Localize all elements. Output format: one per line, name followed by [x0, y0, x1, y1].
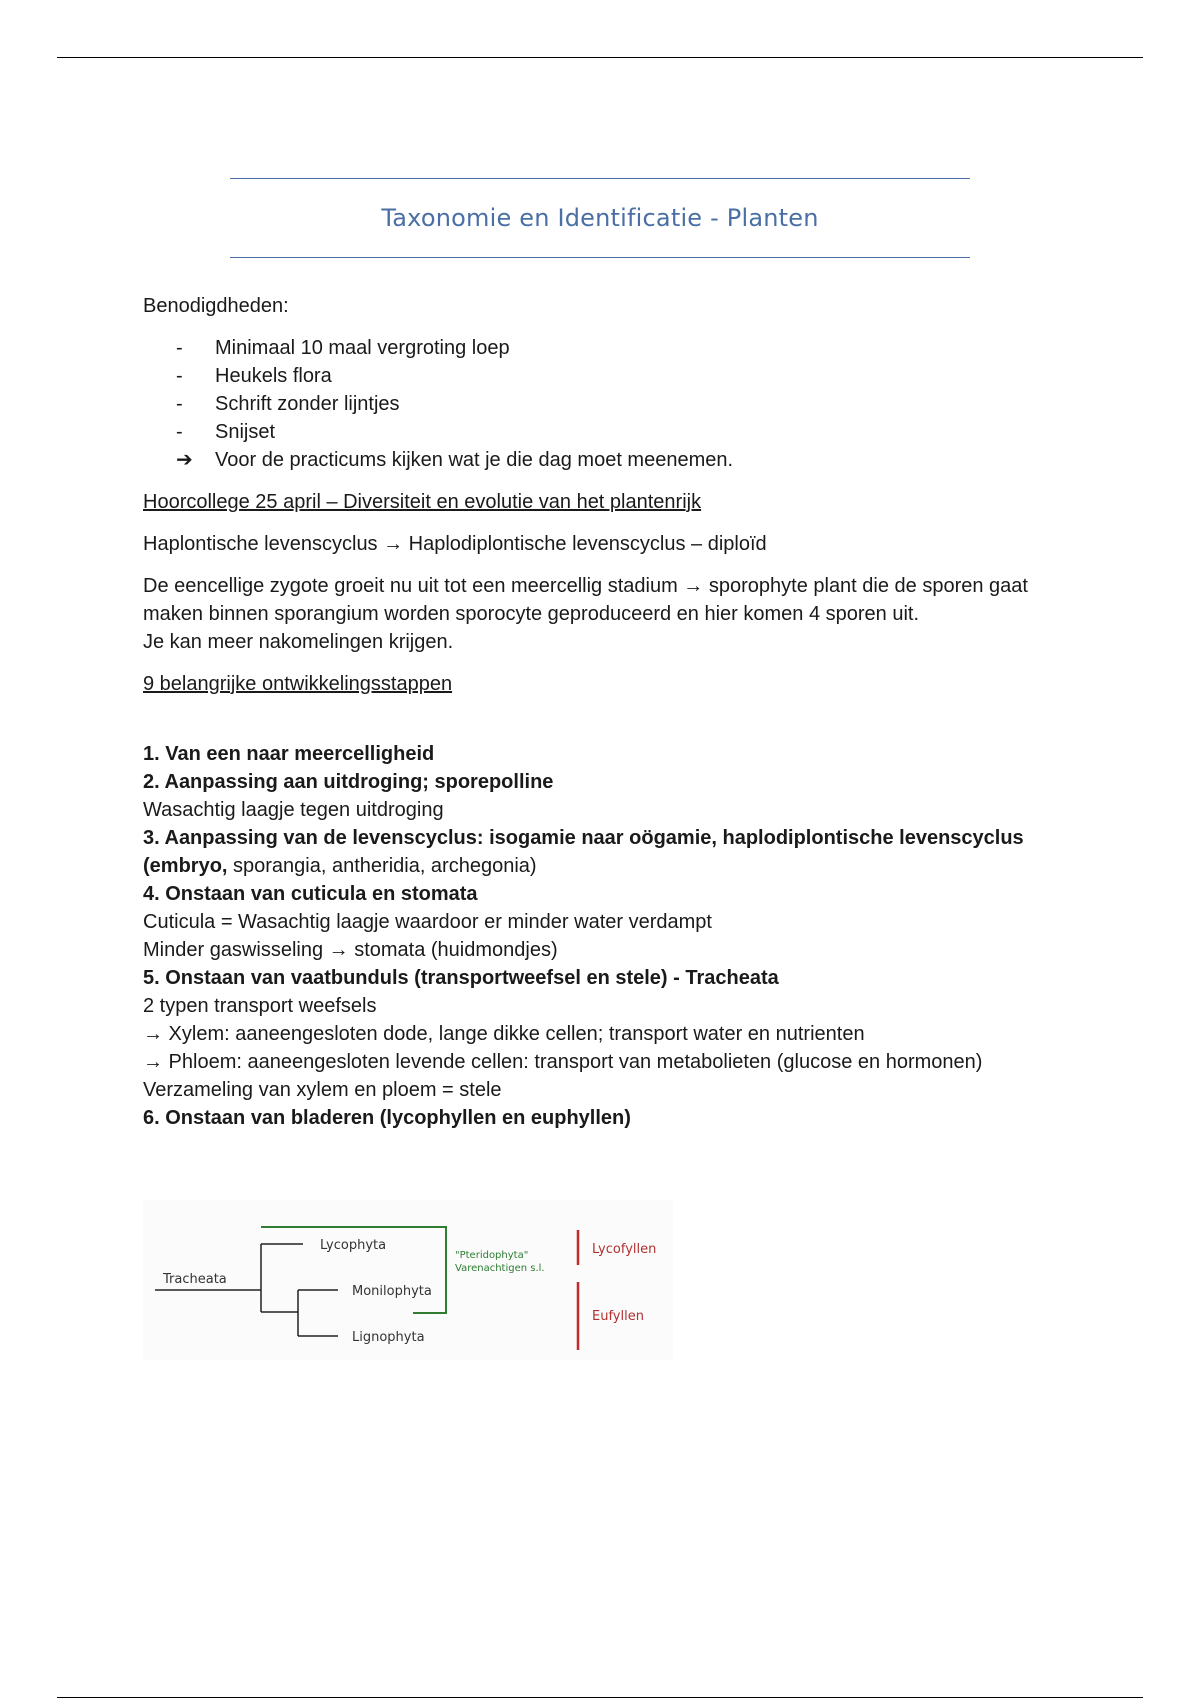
list-item: - Snijset: [143, 418, 1043, 446]
label-lycofyllen: Lycofyllen: [592, 1242, 657, 1257]
step-6: 6. Onstaan van bladeren (lycophyllen en euphyllen): [143, 1107, 631, 1129]
supplies-list: [143, 334, 1043, 474]
step-2: 2. Aanpassing aan uitdroging; sporepolline: [143, 771, 554, 793]
bullet-dash-icon: -: [176, 421, 183, 443]
supplies-heading: Benodigdheden:: [143, 295, 289, 317]
list-item: - Minimaal 10 maal vergroting loep: [143, 334, 1043, 362]
step-5-note-3: → Phloem: aaneengesloten levende cellen: transport van metabolieten (glucose en hormonen): [143, 1051, 983, 1073]
step-4-note-2: Minder gaswisseling → stomata (huidmondjes): [143, 939, 558, 961]
document-body: [143, 292, 1043, 1132]
step-5-note-2: → Xylem: aaneengesloten dode, lange dikke cellen; transport water en nutrienten: [143, 1023, 865, 1045]
lecture-heading: Hoorcollege 25 april – Diversiteit en evolutie van het plantenrijk: [143, 491, 702, 513]
step-1: 1. Van een naar meercelligheid: [143, 743, 435, 765]
label-lignophyta: Lignophyta: [352, 1330, 425, 1345]
label-varenachtigen: Varenachtigen s.l.: [455, 1263, 545, 1274]
page-bottom-rule: [57, 1697, 1143, 1698]
phylogeny-diagram: [143, 1200, 673, 1360]
page-top-rule: [57, 57, 1143, 58]
title-block: [230, 178, 970, 258]
zygote-paragraph: De eencellige zygote groeit nu uit tot een meercellig stadium → sporophyte plant die de sporen gaat maken binnen sporangium worden sporocyte geproduceerd en hier komen 4 sporen uit.: [143, 575, 1028, 625]
step-3: [143, 824, 1043, 880]
list-item: - Heukels flora: [143, 362, 1043, 390]
list-item: ➔ Voor de practicums kijken wat je die dag moet meenemen.: [143, 446, 1043, 474]
step-4-note-1: Cuticula = Wasachtig laagje waardoor er minder water verdampt: [143, 911, 712, 933]
label-pteridophyta: "Pteridophyta": [455, 1250, 529, 1261]
title-bottom-line: [230, 257, 970, 258]
step-3-rest: sporangia, antheridia, archegonia): [227, 855, 537, 877]
step-5: 5. Onstaan van vaatbunduls (transportweefsel en stele) - Tracheata: [143, 967, 779, 989]
steps-heading: 9 belangrijke ontwikkelingsstappen: [143, 673, 453, 695]
bullet-dash-icon: -: [176, 365, 183, 387]
step-5-note-4: Verzameling van xylem en ploem = stele: [143, 1079, 502, 1101]
label-tracheata: Tracheata: [163, 1272, 227, 1287]
label-monilophyta: Monilophyta: [352, 1284, 432, 1299]
step-2-note: Wasachtig laagje tegen uitdroging: [143, 799, 444, 821]
list-item: - Schrift zonder lijntjes: [143, 390, 1043, 418]
offspring-line: Je kan meer nakomelingen krijgen.: [143, 631, 454, 653]
phylogeny-svg: [143, 1200, 673, 1360]
step-4: 4. Onstaan van cuticula en stomata: [143, 883, 478, 905]
document-title: Taxonomie en Identificatie - Planten: [381, 204, 819, 232]
label-lycophyta: Lycophyta: [320, 1238, 387, 1253]
lifecycle-line: Haplontische levenscyclus → Haplodiplontische levenscyclus – diploïd: [143, 533, 767, 555]
step-5-note-1: 2 typen transport weefsels: [143, 995, 377, 1017]
arrow-right-icon: ➔: [176, 449, 193, 471]
label-eufyllen: Eufyllen: [592, 1309, 644, 1324]
bullet-dash-icon: -: [176, 393, 183, 415]
step-3-bold: 3. Aanpassing van de levenscyclus: isogamie naar oögamie, haplodiplontische levenscyclus (embryo,: [143, 827, 1024, 877]
bullet-dash-icon: -: [176, 337, 183, 359]
